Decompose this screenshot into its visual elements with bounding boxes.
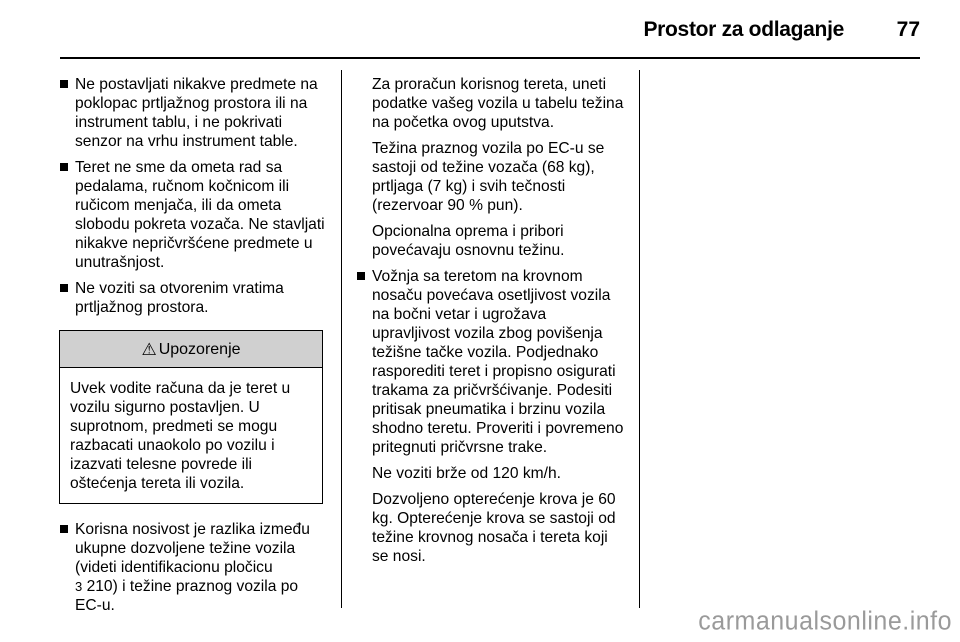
header-divider bbox=[60, 57, 920, 59]
list-item bbox=[59, 520, 327, 615]
column-divider-2 bbox=[639, 70, 640, 608]
list-item bbox=[59, 158, 327, 272]
list-item-text: Teret ne sme da ometa rad sa pedalama, ručnom kočnicom ili ručicom menjača, ili da ometa slobodu pokreta vozača. Ne stavljati nikakve nepričvršćene predmete u unutrašnjost. bbox=[75, 159, 325, 271]
list-item-text: Vožnja sa teretom na krovnom nosaču povećava osetljivost vozila na bočni vetar i ugrožava upravljivost vozila zbog povišenja težišne tačke vozila. Podjednako rasporediti teret i propisno osigurati trakama za pričvršćivanje. Podesiti pritisak pneumatika i brzinu vozila shodno teretu. Proveriti i povremeno pritegnuti pričvrsne trake. bbox=[372, 268, 624, 456]
warning-triangle-icon: ⚠ bbox=[141, 339, 157, 359]
bullet-square-icon bbox=[60, 525, 68, 533]
warning-body: Uvek vodite računa da je teret u vozilu sigurno postavljen. U suprotnom, predmeti se mogu razbacati unaokolo po vozilu i izazvati telesne povrede ili oštećenja tereta ili vozila. bbox=[70, 380, 291, 492]
paragraph: Za proračun korisnog tereta, uneti podatke vašeg vozila u tabelu težina na početka ovog uputstva. bbox=[372, 76, 624, 131]
left-column bbox=[59, 75, 327, 622]
page-number: 77 bbox=[896, 18, 920, 41]
right-column bbox=[356, 75, 628, 573]
bullet-square-icon bbox=[60, 284, 68, 292]
cross-reference-arrow-icon[interactable]: 3 bbox=[75, 579, 83, 594]
list-item bbox=[356, 267, 628, 457]
list-item bbox=[59, 75, 327, 151]
list-item-text: Ne voziti sa otvorenim vratima prtljažnog prostora. bbox=[75, 280, 284, 316]
paragraph: Opcionalna oprema i pribori povećavaju osnovnu težinu. bbox=[372, 223, 565, 259]
watermark: carmanualsonline.info bbox=[698, 606, 952, 636]
paragraph: Ne voziti brže od 120 km/h. bbox=[372, 465, 561, 482]
list-item-text: Ne postavljati nikakve predmete na poklopac prtljažnog prostora ili na instrument tablu, i ne pokrivati senzor na vrhu instrument table. bbox=[75, 76, 318, 150]
list-item-text: Korisna nosivost je razlika između ukupne dozvoljene težine vozila (videti identifikacionu pločicu bbox=[75, 521, 310, 576]
warning-title: Upozorenje bbox=[158, 340, 241, 358]
paragraph: Težina praznog vozila po EC-u se sastoji od težine vozača (68 kg), prtljaga (7 kg) i svih tečnosti (rezervoar 90 % pun). bbox=[372, 140, 605, 214]
warning-box bbox=[59, 330, 323, 504]
list-item bbox=[59, 279, 327, 317]
bullet-square-icon bbox=[357, 272, 365, 280]
page-title: Prostor za odlaganje bbox=[643, 18, 844, 41]
warning-header bbox=[60, 331, 322, 368]
paragraph: Dozvoljeno opterećenje krova je 60 kg. Opterećenje krova se sastoji od težine krovnog nosača i tereta koji se nosi. bbox=[372, 491, 616, 565]
column-divider-1 bbox=[341, 70, 342, 608]
bullet-square-icon bbox=[60, 80, 68, 88]
list-item-text-cont: 210) i težine praznog vozila po EC-u. bbox=[75, 578, 299, 614]
bullet-square-icon bbox=[60, 163, 68, 171]
